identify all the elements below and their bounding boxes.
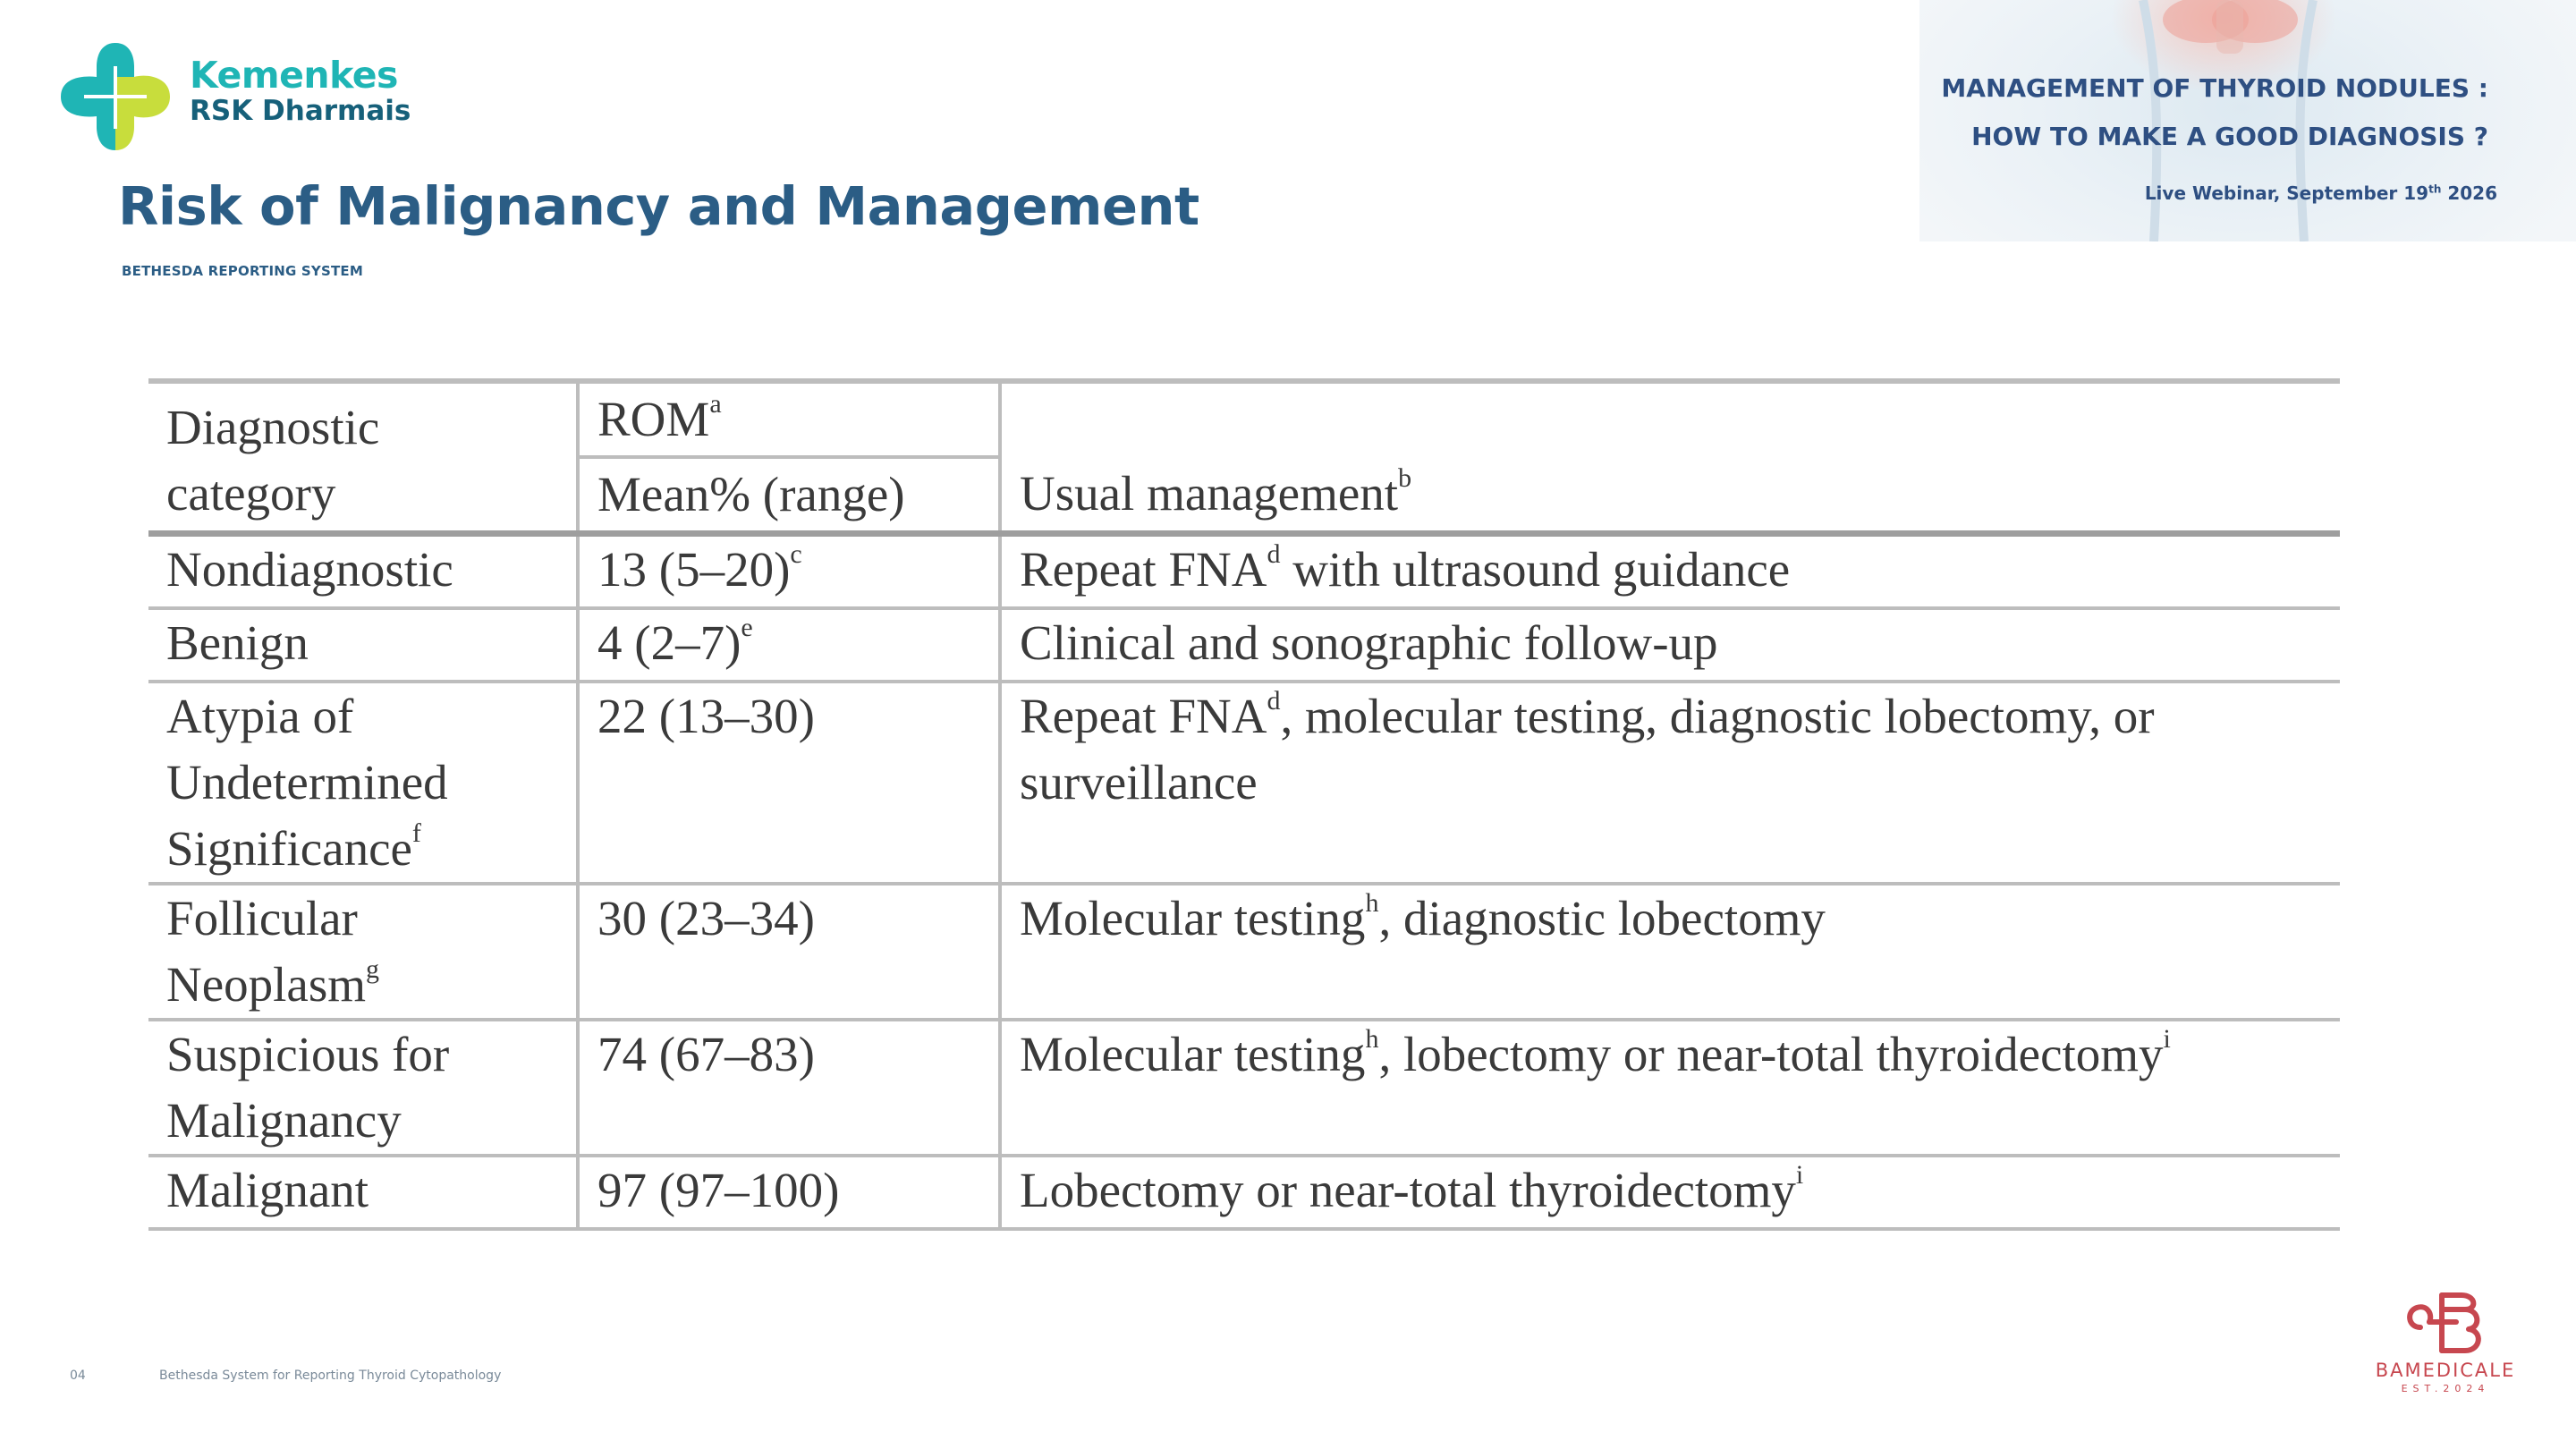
header-rom-footnote: a: [709, 389, 722, 419]
cell-diagnostic-category: Nondiagnostic: [166, 542, 453, 597]
banner-title-line2: HOW TO MAKE A GOOD DIAGNOSIS ?: [1971, 122, 2488, 151]
banner-date-year: 2026: [2441, 182, 2497, 204]
header-rom: ROM$^a$: [578, 381, 1000, 457]
cell-rom: 22 (13–30): [578, 682, 1000, 884]
webinar-banner: [1919, 0, 2576, 242]
header-management-footnote: b: [1398, 463, 1412, 493]
cell-usual-management: Molecular testing$^h$, diagnostic lobectomy: [1000, 884, 2340, 1020]
banner-date-suffix: th: [2428, 182, 2442, 196]
cell-usual-management: Repeat FNA$^d$ with ultrasound guidance: [1000, 534, 2340, 609]
cell-usual-management: Molecular testing$^h$, lobectomy or near-total thyroidectomy$^i$: [1000, 1020, 2340, 1156]
banner-title-line1: MANAGEMENT OF THYROID NODULES :: [1941, 73, 2488, 103]
table-header-row-1: [148, 381, 2340, 457]
logo-line-kemenkes: Kemenkes: [190, 54, 398, 97]
logo-line-rsk-dharmais: RSK Dharmais: [190, 95, 411, 127]
cell-diagnostic-category: Malignant: [166, 1163, 369, 1217]
brand-est: EST.2024: [2401, 1383, 2490, 1394]
kemenkes-logo-icon: [57, 39, 174, 154]
bamedicale-logo-icon: [2402, 1288, 2488, 1356]
page-subtitle: BETHESDA REPORTING SYSTEM: [122, 263, 363, 279]
thyroid-illustration-icon: [1919, 0, 2576, 242]
category-footnote: f: [411, 818, 421, 848]
cell-rom: 30 (23–34): [578, 884, 1000, 1020]
cell-rom: 4 $(2-7)^e$: [578, 608, 1000, 682]
header-diagnostic-category: Diagnostic category: [166, 400, 380, 521]
cell-diagnostic-category: Suspicious for Malignancy: [166, 1027, 450, 1148]
rom-footnote: c: [790, 539, 802, 569]
table-row: [148, 1020, 2340, 1156]
table-row: [148, 1156, 2340, 1229]
management-footnote: d: [1267, 686, 1281, 716]
cell-usual-management: Clinical and sonographic follow-up: [1000, 608, 2340, 682]
footer-source: Bethesda System for Reporting Thyroid Cytopathology: [159, 1368, 502, 1383]
table-row: [148, 884, 2340, 1020]
management-footnote: d: [1267, 539, 1281, 569]
cell-diagnostic-category: Benign: [166, 615, 309, 670]
cell-diagnostic-category: Atypia of Undetermined Significance$^f$: [166, 689, 448, 876]
brand-name: BAMEDICALE: [2375, 1360, 2516, 1381]
management-footnote: h: [1365, 888, 1379, 918]
banner-date-text: Live Webinar, September 19: [2144, 182, 2429, 204]
cell-rom: 97 (97–100): [578, 1156, 1000, 1229]
cell-rom: 74 (67–83): [578, 1020, 1000, 1156]
bethesda-rom-table: [148, 378, 2340, 1231]
table-row: [148, 534, 2340, 609]
management-footnote: i: [2163, 1024, 2171, 1054]
header-mean-range: Mean% (range): [578, 457, 1000, 534]
category-footnote: g: [366, 954, 380, 984]
cell-diagnostic-category: Follicular Neoplasm$^g$: [166, 891, 380, 1012]
logo-text: [190, 55, 411, 127]
banner-date: [2145, 182, 2497, 204]
table-row: [148, 682, 2340, 884]
cell-usual-management: Lobectomy or near-total thyroidectomy$^i$: [1000, 1156, 2340, 1229]
rom-footnote: e: [741, 613, 753, 642]
header-usual-management: Usual management$^b$: [1000, 381, 2340, 534]
page-title: Risk of Malignancy and Management: [118, 175, 1199, 237]
cell-usual-management: Repeat FNA$^d$, molecular testing, diagnostic lobectomy, or surveillance: [1000, 682, 2340, 884]
management-footnote: i: [1795, 1160, 1804, 1190]
page-number: 04: [70, 1368, 86, 1383]
management-footnote: h: [1365, 1024, 1379, 1054]
table-row: [148, 608, 2340, 682]
cell-rom: 13 $(5-20)^c$: [578, 534, 1000, 609]
